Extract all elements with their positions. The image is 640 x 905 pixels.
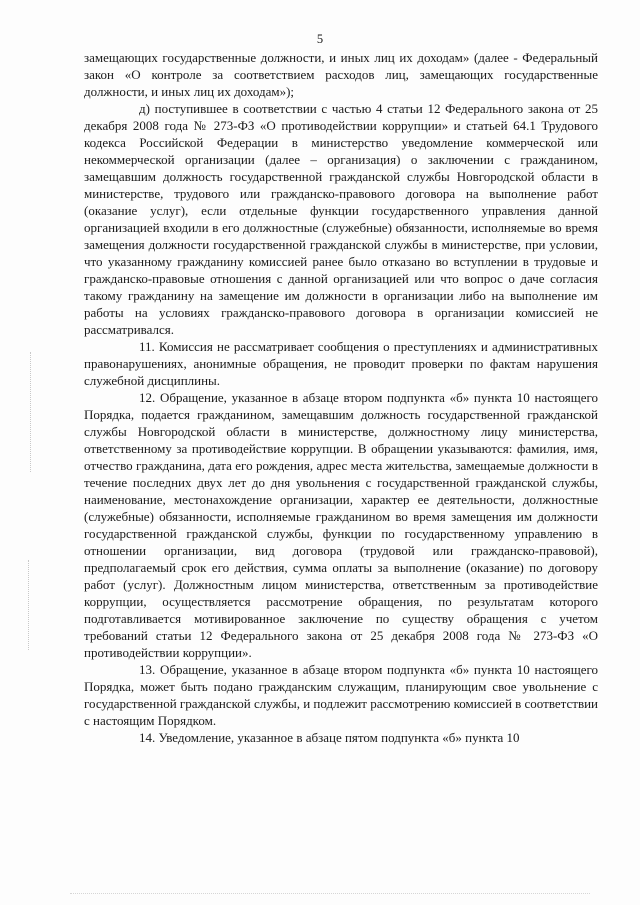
paragraph-11: 11. Комиссия не рассматривает сообщения о преступлениях и административных правонарушениях, анонимные обращения, не проводит проверки по фактам нарушения служебной дисциплины. [84, 339, 598, 388]
page-number: 5 [316, 32, 324, 46]
scan-edge-mark [28, 560, 30, 650]
paragraph-continuation: замещающих государственные должности, и иных лиц их доходам» (далее - Федеральный закон «О контроле за соответствием расходов лиц, замещающих государственные должности, и иных лиц их доходам»); [84, 50, 598, 99]
paragraph-14: 14. Уведомление, указанное в абзаце пятом подпункта «б» пункта 10 [139, 730, 520, 745]
paragraph-13: 13. Обращение, указанное в абзаце втором подпункта «б» пункта 10 настоящего Порядка, может быть подано гражданским служащим, планирующим свое увольнение с государственной гражданской службы, и подлежит рассмотрению комиссией в соответствии с настоящим Порядком. [84, 662, 598, 728]
paragraph-subitem-d: д) поступившее в соответствии с частью 4 статьи 12 Федерального закона от 25 декабря 2008 года № 273-ФЗ «О противодействии коррупции» и статьей 64.1 Трудового кодекса Российской Федерации в министерство уведомление коммерческой или некоммерческой организации (далее – организация) о заключении с гражданином, замещавшим должность государственной гражданской службы Новгородской области в министерстве, трудового или гражданско-правового договора на выполнение работ (оказание услуг), если отдельные функции государственного управления данной организацией входили в его должностные (служебные) обязанности, исполняемые во время замещения должности государственной гражданской службы в министерстве, при условии, что указанному гражданину комиссией ранее было отказано во вступлении в трудовые и гражданско-правовые отношения с данной организацией или что вопрос о даче согласия такому гражданину на замещение им должности в организации либо на выполнение им работы на условиях гражданско-правового договора в организации комиссией не рассматривался. [84, 101, 598, 337]
scan-bottom-edge [70, 893, 590, 895]
paragraph-12: 12. Обращение, указанное в абзаце втором подпункта «б» пункта 10 настоящего Порядка, подается гражданином, замещавшим должность государственной гражданской службы Новгородской области в министерстве, должностному лицу министерства, ответственному за противодействие коррупции. В обращении указываются: фамилия, имя, отчество гражданина, дата его рождения, адрес места жительства, замещаемые должности в течение последних двух лет до дня увольнения с государственной гражданской службы, наименование, местонахождение организации, характер ее деятельности, должностные (служебные) обязанности, исполняемые гражданином во время замещения им должности государственной гражданской службы, функции по государственному управлению в отношении организации, вид договора (трудовой или гражданско-правовой), предполагаемый срок его действия, сумма оплаты за выполнение (оказание) по договору работ (услуг). Должностным лицом министерства, ответственным за противодействие коррупции, осуществляется рассмотрение обращения, по результатам которого подготавливается мотивированное заключение по существу обращения с учетом требований статьи 12 Федерального закона от 25 декабря 2008 года № 273-ФЗ «О противодействии коррупции». [84, 390, 598, 660]
document-body [84, 49, 598, 746]
scan-edge-mark [30, 352, 32, 472]
